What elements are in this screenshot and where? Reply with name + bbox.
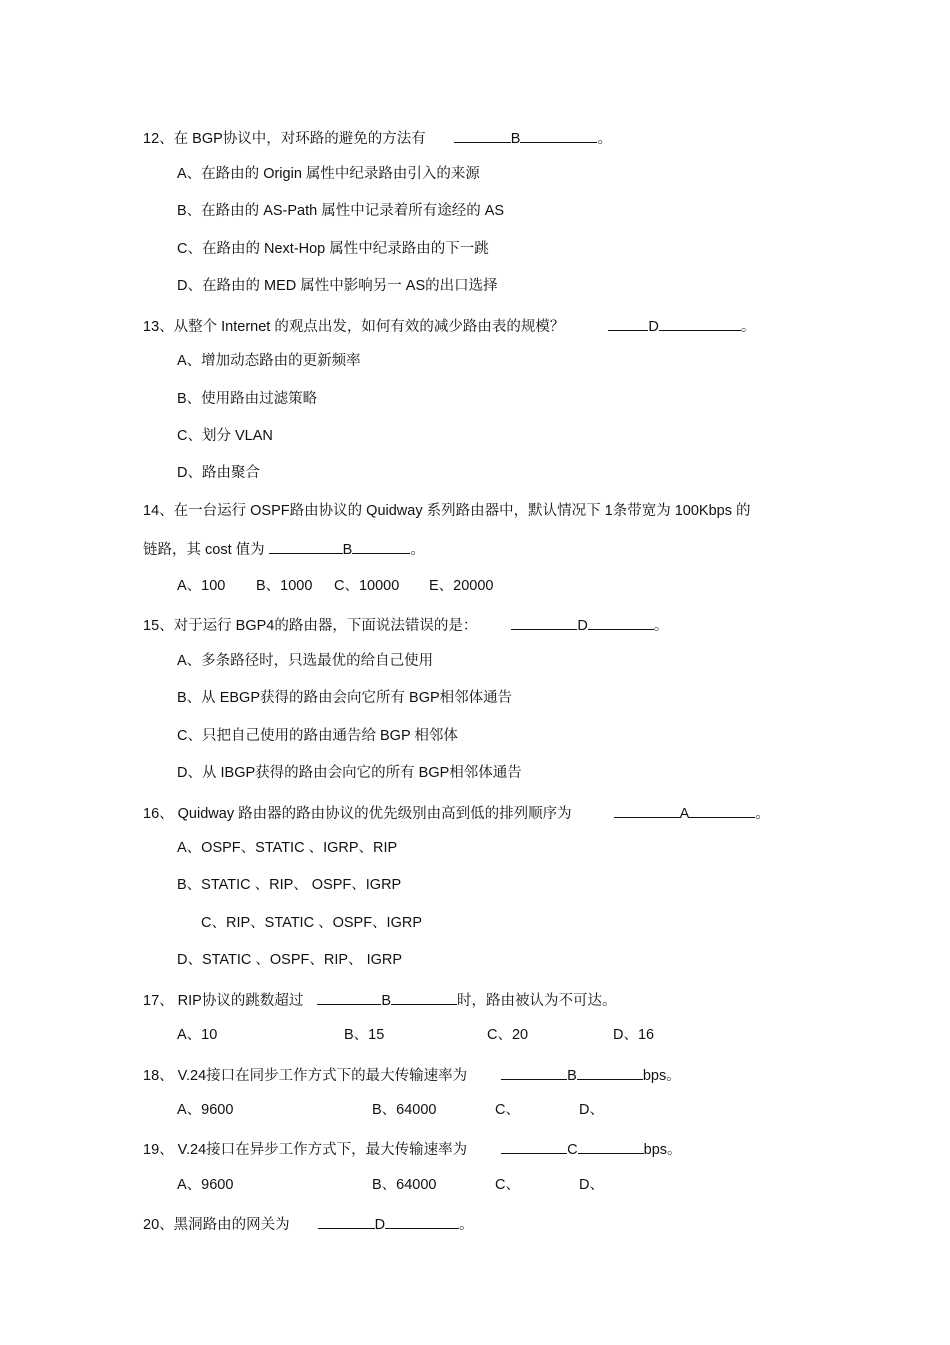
question-16-option-b: B、STATIC 、RIP、 OSPF、IGRP — [177, 877, 402, 893]
question-19-options — [0, 1175, 950, 1195]
question-20-suffix: 。 — [459, 1217, 474, 1233]
question-13-answer: D — [648, 319, 659, 335]
question-16-option-d: D、STATIC 、OSPF、RIP、 IGRP — [177, 952, 403, 968]
question-13-option-c: C、划分 VLAN — [177, 428, 273, 444]
answer-blank — [511, 613, 577, 630]
question-13-option-d: D、路由聚合 — [177, 465, 260, 481]
answer-blank — [317, 988, 381, 1005]
question-16-suffix: 。 — [755, 806, 770, 822]
question-12-answer: B — [510, 131, 521, 147]
question-20-prompt — [143, 1212, 474, 1232]
question-14-prompt-cont — [143, 537, 425, 557]
question-17-prompt — [143, 988, 617, 1008]
answer-blank — [608, 314, 648, 331]
question-14-options — [0, 576, 950, 596]
question-13-suffix: 。 — [740, 319, 756, 335]
question-17-answer: B — [381, 993, 391, 1009]
question-19-option-d: D、 — [579, 1177, 604, 1193]
question-15-suffix: 。 — [653, 618, 669, 634]
question-12-option-b: B、在路由的 AS-Path 属性中记录着所有途经的 AS — [177, 203, 505, 219]
question-17-text: 17、 RIP协议的跳数超过 — [143, 993, 304, 1009]
question-18-answer: B — [567, 1068, 577, 1084]
question-19-option-a: A、9600 — [177, 1177, 234, 1193]
answer-blank — [520, 126, 597, 143]
answer-blank — [501, 1137, 567, 1154]
question-12-prompt — [143, 126, 612, 146]
question-20-text: 20、黑洞路由的网关为 — [143, 1217, 290, 1233]
question-12-option-c: C、在路由的 Next-Hop 属性中纪录路由的下一跳 — [177, 241, 489, 257]
question-19-prompt — [143, 1137, 682, 1157]
question-18-suffix: bps。 — [642, 1068, 681, 1084]
answer-blank — [318, 1212, 375, 1229]
answer-blank — [269, 537, 343, 554]
question-14-option-a: A、100 — [177, 578, 226, 594]
question-13-text: 13、从整个 Internet 的观点出发，如何有效的减少路由表的规模？ — [143, 319, 565, 335]
question-14-suffix: 。 — [410, 542, 425, 558]
question-17-option-c: C、20 — [487, 1027, 529, 1043]
question-20-answer: D — [374, 1217, 386, 1233]
question-12-suffix: 。 — [597, 131, 612, 147]
question-15-option-b: B、从 EBGP获得的路由会向它所有 BGP相邻体通告 — [177, 690, 513, 706]
answer-blank — [614, 801, 680, 818]
question-19-option-b: B、64000 — [372, 1177, 437, 1193]
question-17-option-a: A、10 — [177, 1027, 218, 1043]
question-17-options — [0, 1025, 950, 1045]
question-12-option-a: A、在路由的 Origin 属性中纪录路由引入的来源 — [177, 166, 480, 182]
answer-blank — [578, 1137, 644, 1154]
answer-blank — [391, 988, 457, 1005]
question-14-option-e: E、20000 — [429, 578, 494, 594]
question-16-text: 16、 Quidway 路由器的路由协议的优先级别由高到低的排列顺序为 — [143, 806, 572, 822]
question-17-option-b: B、15 — [344, 1027, 385, 1043]
question-19-suffix: bps。 — [643, 1142, 682, 1158]
question-15-option-a: A、多条路径时，只选最优的给自己使用 — [177, 653, 434, 669]
question-14-text-cont: 链路，其 cost 值为 — [143, 542, 265, 558]
question-15-option-d: D、从 IBGP获得的路由会向它的所有 BGP相邻体通告 — [177, 765, 522, 781]
question-13-option-a: A、增加动态路由的更新频率 — [177, 353, 361, 369]
question-13-option-b: B、使用路由过滤策略 — [177, 391, 318, 407]
answer-blank — [501, 1063, 567, 1080]
question-15-prompt — [143, 613, 668, 633]
answer-blank — [588, 613, 654, 630]
question-14-option-b: B、1000 — [256, 578, 313, 594]
question-19-option-c: C、 — [495, 1177, 520, 1193]
answer-blank — [385, 1212, 459, 1229]
question-16-option-c: C、RIP、STATIC 、OSPF、IGRP — [201, 915, 423, 931]
question-18-prompt — [143, 1063, 681, 1083]
question-16-option-a: A、OSPF、STATIC 、IGRP、RIP — [177, 840, 398, 856]
question-18-option-a: A、9600 — [177, 1102, 234, 1118]
question-18-option-b: B、64000 — [372, 1102, 437, 1118]
question-16-answer: A — [679, 806, 690, 822]
question-19-text: 19、 V.24接口在异步工作方式下，最大传输速率为 — [143, 1142, 468, 1158]
answer-blank — [454, 126, 511, 143]
question-14-option-c: C、10000 — [334, 578, 400, 594]
question-18-option-d: D、 — [579, 1102, 604, 1118]
question-19-answer: C — [567, 1142, 578, 1158]
question-14-prompt: 14、在一台运行 OSPF路由协议的 Quidway 系列路由器中，默认情况下 1条带宽为 100Kbps 的 — [143, 503, 751, 519]
question-17-suffix: 时，路由被认为不可达。 — [457, 993, 617, 1009]
question-12-option-d: D、在路由的 MED 属性中影响另一 AS的出口选择 — [177, 278, 498, 294]
answer-blank — [577, 1063, 643, 1080]
question-17-option-d: D、16 — [613, 1027, 655, 1043]
question-18-option-c: C、 — [495, 1102, 520, 1118]
answer-blank — [689, 801, 755, 818]
question-16-prompt — [143, 801, 770, 821]
answer-blank — [659, 314, 741, 331]
question-18-text: 18、 V.24接口在同步工作方式下的最大传输速率为 — [143, 1068, 468, 1084]
answer-blank — [352, 537, 410, 554]
question-12-text: 12、在 BGP协议中，对环路的避免的方法有 — [143, 131, 426, 147]
question-18-options — [0, 1100, 950, 1120]
question-14-answer: B — [342, 542, 353, 558]
question-13-prompt — [143, 314, 755, 334]
question-15-text: 15、对于运行 BGP4的路由器，下面说法错误的是： — [143, 618, 478, 634]
question-15-option-c: C、只把自己使用的路由通告给 BGP 相邻体 — [177, 728, 458, 744]
question-15-answer: D — [577, 618, 588, 634]
